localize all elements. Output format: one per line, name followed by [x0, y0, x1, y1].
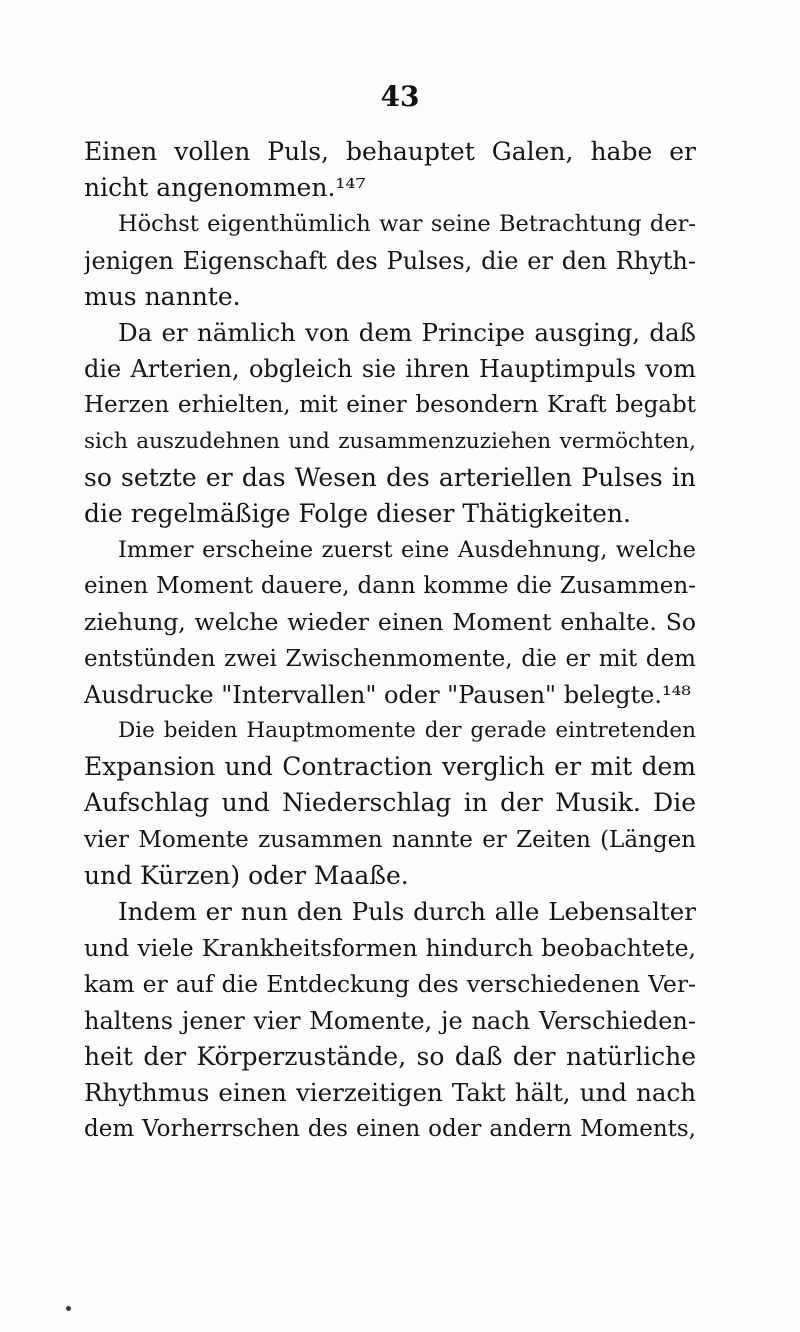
text-line: sich auszudehnen und zusammenzuziehen vermöchten, [84, 428, 696, 454]
text-line: Expansion und Contraction verglich er mit dem [84, 752, 696, 782]
text-line: heit der Körperzustände, so daß der natürliche [84, 1041, 696, 1071]
text-line: haltens jener vier Momente, je nach Verschieden- [84, 1006, 696, 1035]
text-line: jenigen Eigenschaft des Pulses, die er den Rhyth- [84, 246, 696, 275]
text-line: die regelmäßige Folge dieser Thätigkeiten. [84, 498, 631, 528]
text-line: ziehung, welche wieder einen Moment enhalte. So [84, 608, 696, 637]
text-line: Ausdrucke "Intervallen" oder "Pausen" belegte.¹⁴⁸ [84, 680, 691, 709]
text-line: dem Vorherrschen des einen oder andern Moments, [84, 1116, 696, 1143]
text-line: kam er auf die Entdeckung des verschiedenen Ver- [84, 970, 696, 999]
text-line: Indem er nun den Puls durch alle Lebensalter [118, 896, 696, 926]
text-line: Die beiden Hauptmomente der gerade eintretenden [118, 718, 696, 743]
text-line: so setzte er das Wesen des arteriellen Pulses in [84, 462, 696, 492]
print-speck [66, 1306, 71, 1311]
text-line: einen Moment dauere, dann komme die Zusammen- [84, 573, 696, 600]
text-line: die Arterien, obgleich sie ihren Hauptimpuls vom [84, 355, 696, 384]
text-line: Immer erscheine zuerst eine Ausdehnung, welche [118, 537, 696, 564]
text-line: Einen vollen Puls, behauptet Galen, habe er [84, 137, 696, 166]
text-line: nicht angenommen.¹⁴⁷ [84, 173, 366, 203]
text-line: Aufschlag und Niederschlag in der Musik. Die [84, 788, 696, 818]
text-line: Höchst eigenthümlich war seine Betrachtung der- [118, 211, 696, 238]
text-line: und viele Krankheitsformen hindurch beobachtete, [84, 934, 696, 963]
page-number: 43 [380, 80, 420, 113]
text-line: Herzen erhielten, mit einer besondern Kraft begabt [84, 392, 696, 419]
text-line: Rhythmus einen vierzeitigen Takt hält, und nach [84, 1077, 696, 1107]
body-text [84, 134, 696, 1147]
text-line: Da er nämlich von dem Principe ausging, daß [118, 317, 696, 347]
text-line: und Kürzen) oder Maaße. [84, 860, 409, 890]
text-line: mus nannte. [84, 281, 241, 311]
text-line: vier Momente zusammen nannte er Zeiten (Längen [84, 826, 696, 853]
text-line: entstünden zwei Zwischenmomente, die er mit dem [84, 645, 696, 672]
